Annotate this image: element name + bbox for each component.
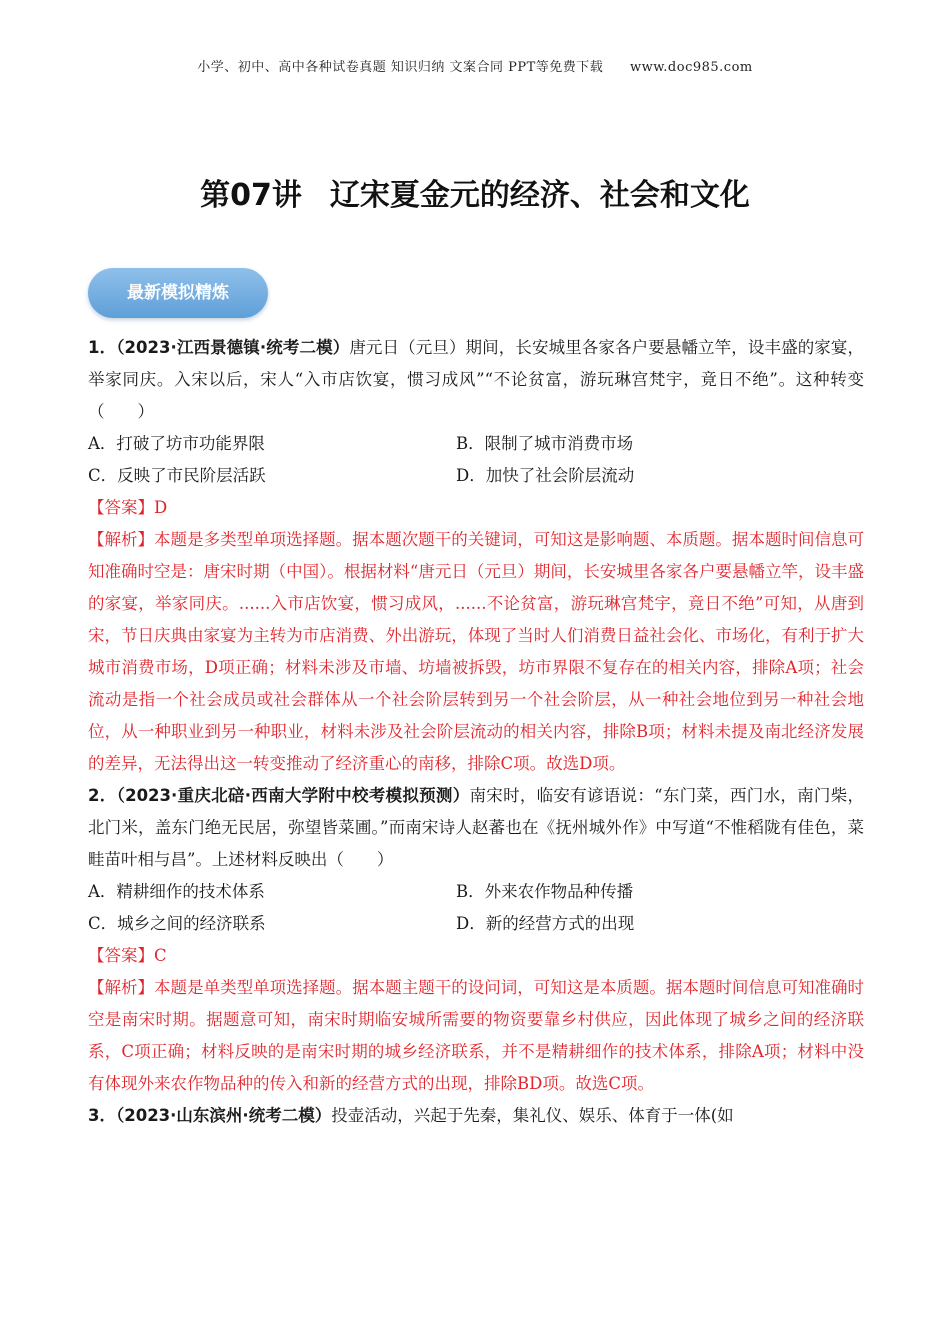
question-3	[88, 1100, 864, 1132]
analysis-label: 【解析】	[88, 978, 155, 997]
analysis-label: 【解析】	[88, 530, 155, 549]
analysis-paragraph	[88, 524, 864, 780]
question-text: 南宋时，临安有谚语说：“东门菜，西门水，南门柴，北门米，盖东门绝无民居，弥望皆菜圃。”而南宋诗人赵蕃也在《抚州城外作》中写道“不惟稻陇有佳色，菜畦苗叶相与昌”。上述材料反映出（ ）	[88, 786, 865, 869]
option-b: B．限制了城市消费市场	[456, 434, 634, 453]
question-stem	[88, 780, 864, 876]
question-1	[88, 332, 864, 780]
question-text: 投壶活动，兴起于先秦，集礼仪、娱乐、体育于一体(如	[331, 1106, 734, 1125]
option-d: D．加快了社会阶层流动	[456, 466, 635, 485]
header-site-link[interactable]: www.doc985.com	[629, 60, 753, 75]
answer-line	[88, 492, 864, 524]
page-header	[0, 56, 950, 75]
analysis-text: 本题是单类型单项选择题。据本题主题干的设问词，可知这是本质题。据本题时间信息可知准确时空是南宋时期。据题意可知，南宋时期临安城所需要的物资要靠乡村供应，因此体现了城乡之间的经济联系，C项正确；材料反映的是南宋时期的城乡经济联系，并不是精耕细作的技术体系，排除A项；材料中没有体现外来农作物品种的传入和新的经营方式的出现，排除BD项。故选C项。	[88, 978, 865, 1093]
question-stem	[88, 1100, 864, 1132]
option-d: D．新的经营方式的出现	[456, 914, 635, 933]
answer-line	[88, 940, 864, 972]
option-list	[88, 876, 864, 940]
option-a: A．打破了坊市功能界限	[88, 434, 265, 453]
question-source: （2023·山东滨州·统考二模）	[115, 1106, 332, 1125]
question-stem	[88, 332, 864, 428]
question-list	[88, 332, 864, 1132]
option-a: A．精耕细作的技术体系	[88, 882, 265, 901]
answer-label: 【答案】	[88, 946, 154, 965]
question-number: 1．	[88, 338, 117, 357]
answer-value: D	[154, 498, 168, 517]
answer-value: C	[154, 946, 167, 965]
lecture-topic: 辽宋夏金元的经济、社会和文化	[329, 178, 750, 213]
option-c: C．城乡之间的经济联系	[88, 914, 266, 933]
lecture-number: 第07讲	[200, 178, 302, 213]
option-b: B．外来农作物品种传播	[456, 882, 634, 901]
option-c: C．反映了市民阶层活跃	[88, 466, 266, 485]
page-title	[0, 170, 950, 214]
question-2	[88, 780, 864, 1100]
option-list	[88, 428, 864, 492]
question-text: 唐元日（元旦）期间，长安城里各家各户要悬幡立竿，设丰盛的家宴，举家同庆。入宋以后，宋人“入市店饮宴，惯习成风”“不论贫富，游玩琳宫梵宇，竟日不绝”。这种转变（ ）	[88, 338, 865, 421]
section-badge: 最新模拟精炼	[88, 268, 268, 318]
question-number: 3．	[88, 1106, 116, 1125]
question-source: （2023·江西景德镇·统考二模）	[116, 338, 350, 357]
analysis-paragraph	[88, 972, 864, 1100]
header-text: 小学、初中、高中各种试卷真题 知识归纳 文案合同 PPT等免费下载	[197, 60, 604, 75]
answer-label: 【答案】	[88, 498, 154, 517]
question-number: 2．	[88, 786, 117, 805]
analysis-text: 本题是多类型单项选择题。据本题次题干的关键词，可知这是影响题、本质题。据本题时间信息可知准确时空是：唐宋时期（中国）。根据材料“唐元日（元旦）期间，长安城里各家各户要悬幡立竿，设丰盛的家宴，举家同庆。......入市店饮宴，惯习成风，......不论贫富，游玩琳宫梵宇，竟日不绝”可知，从唐到宋，节日庆典由家宴为主转为市店消费、外出游玩，体现了当时人们消费日益社会化、市场化，有利于扩大城市消费市场，D项正确；材料未涉及市墙、坊墙被拆毁，坊市界限不复存在的相关内容，排除A项；社会流动是指一个社会成员或社会群体从一个社会阶层转到另一个社会阶层，从一种社会地位到另一种社会地位，从一种职业到另一种职业，材料未涉及社会阶层流动的相关内容，排除B项；材料未提及南北经济发展的差异，无法得出这一转变推动了经济重心的南移，排除C项。故选D项。	[88, 530, 865, 773]
question-source: （2023·重庆北碚·西南大学附中校考模拟预测）	[116, 786, 470, 805]
